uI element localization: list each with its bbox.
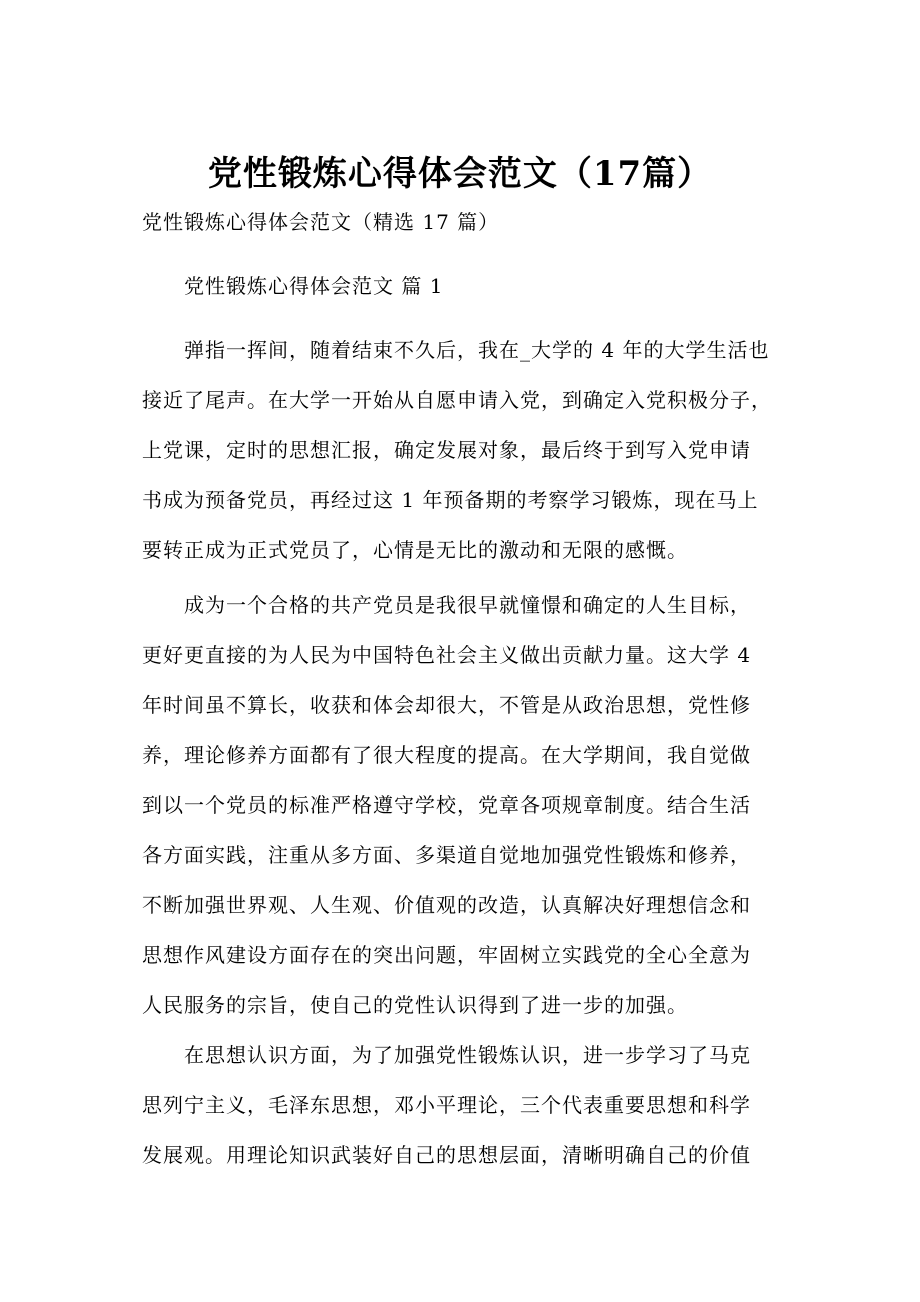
paragraph-line: 要转正成为正式党员了，心情是无比的激动和无限的感慨。 (142, 538, 688, 562)
paragraph-line: 上党课，定时的思想汇报，确定发展对象，最后终于到写入党申请 (142, 438, 751, 462)
paragraph-line: 不断加强世界观、人生观、价值观的改造，认真解决好理想信念和 (142, 893, 751, 917)
paragraph-line: 发展观。用理论知识武装好自己的思想层面，清晰明确自己的价值 (142, 1143, 751, 1167)
paragraph-line: 成为一个合格的共产党员是我很早就憧憬和确定的人生目标， (184, 593, 751, 617)
paragraph-line: 弹指一挥间，随着结束不久后，我在_大学的 4 年的大学生活也 (184, 338, 770, 362)
paragraph-line: 年时间虽不算长，收获和体会却很大，不管是从政治思想，党性修 (142, 693, 751, 717)
paragraph-3 (142, 1030, 782, 1180)
paragraph-line: 更好更直接的为人民为中国特色社会主义做出贡献力量。这大学 4 (142, 643, 752, 667)
document-subtitle: 党性锻炼心得体会范文（精选 17 篇） (142, 210, 500, 234)
paragraph-line: 人民服务的宗旨，使自己的党性认识得到了进一步的加强。 (142, 993, 688, 1017)
paragraph-line: 各方面实践，注重从多方面、多渠道自觉地加强党性锻炼和修养， (142, 843, 751, 867)
paragraph-line: 到以一个党员的标准严格遵守学校，党章各项规章制度。结合生活 (142, 793, 751, 817)
paragraph-line: 养，理论修养方面都有了很大程度的提高。在大学期间，我自觉做 (142, 743, 751, 767)
paragraph-line: 思列宁主义，毛泽东思想，邓小平理论，三个代表重要思想和科学 (142, 1093, 751, 1117)
paragraph-line: 在思想认识方面，为了加强党性锻炼认识，进一步学习了马克 (184, 1043, 751, 1067)
paragraph-line: 书成为预备党员，再经过这 1 年预备期的考察学习锻炼，现在马上 (142, 488, 759, 512)
document-title: 党性锻炼心得体会范文（17篇） (207, 154, 713, 194)
paragraph-line: 思想作风建设方面存在的突出问题，牢固树立实践党的全心全意为 (142, 943, 751, 967)
section-heading: 党性锻炼心得体会范文 篇 1 (184, 274, 444, 298)
paragraph-1 (142, 325, 782, 575)
paragraph-2 (142, 580, 782, 1030)
paragraph-line: 接近了尾声。在大学一开始从自愿申请入党，到确定入党积极分子， (142, 388, 772, 412)
